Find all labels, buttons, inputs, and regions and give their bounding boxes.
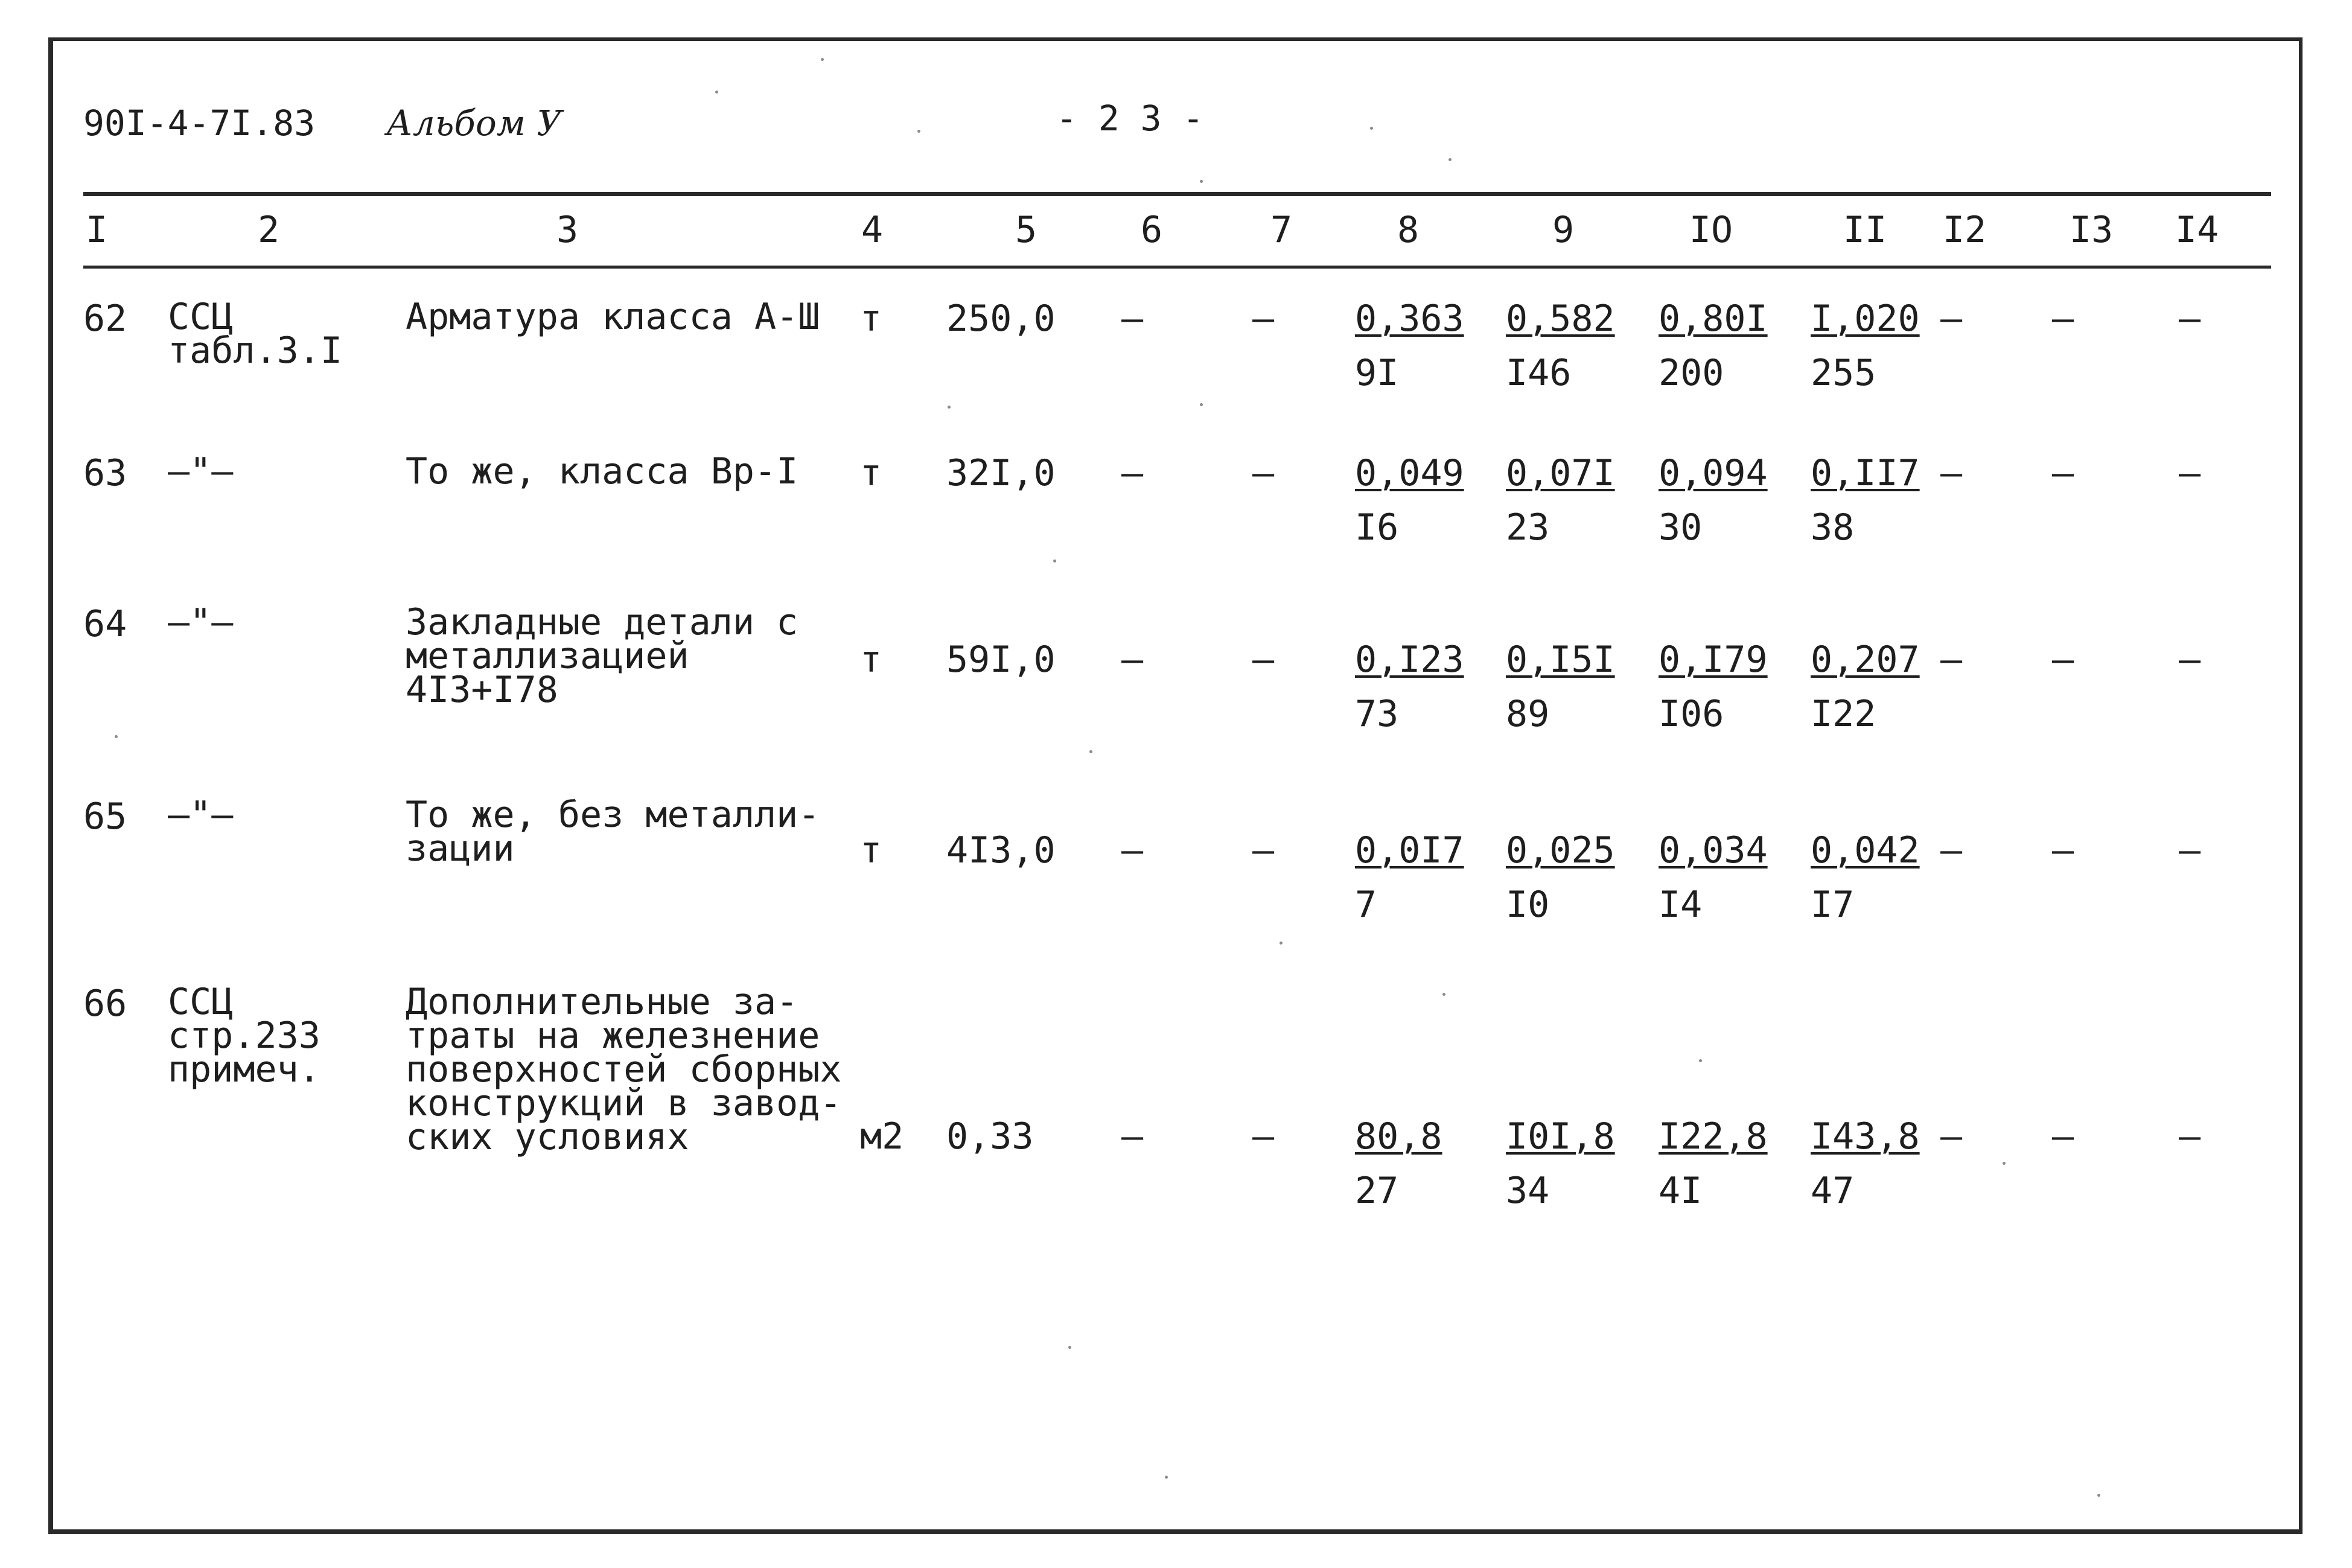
column-number: I <box>85 209 108 251</box>
row-price: 250,0 <box>946 298 1056 340</box>
row-col6: – <box>1121 639 1144 681</box>
row-value-col8: 0,049 I6 <box>1355 452 1464 549</box>
row-col13: – <box>2052 452 2074 494</box>
scan-speck <box>917 130 920 133</box>
row-col6: – <box>1121 298 1144 340</box>
row-unit: т <box>860 639 882 681</box>
row-value-col9: 0,I5I 89 <box>1506 639 1615 735</box>
scan-speck <box>1370 127 1373 130</box>
row-value-col10: 0,80I 200 <box>1659 298 1768 394</box>
row-col12: – <box>1940 1115 1963 1158</box>
row-price: 4I3,0 <box>946 829 1056 872</box>
scan-speck <box>715 91 718 94</box>
row-col7: – <box>1252 1115 1275 1158</box>
scan-speck <box>948 406 951 409</box>
row-col7: – <box>1252 639 1275 681</box>
column-number: 4 <box>861 209 884 251</box>
row-value-col9: 0,582 I46 <box>1506 298 1615 394</box>
scan-speck <box>1089 750 1092 753</box>
row-value-col9: I0I,8 34 <box>1506 1115 1615 1212</box>
row-value-col8: 0,363 9I <box>1355 298 1464 394</box>
row-col7: – <box>1252 298 1275 340</box>
scan-speck <box>2003 1162 2006 1165</box>
column-number: 8 <box>1397 209 1420 251</box>
row-col6: – <box>1121 829 1144 872</box>
header-top-rule <box>83 192 2271 196</box>
column-number: I2 <box>1942 209 1987 251</box>
column-number: 7 <box>1270 209 1293 251</box>
row-col6: – <box>1121 452 1144 494</box>
row-number: 64 <box>83 603 127 645</box>
row-value-col11: I43,8 47 <box>1811 1115 1920 1212</box>
row-col13: – <box>2052 1115 2074 1158</box>
row-value-col9: 0,025 I0 <box>1506 829 1615 926</box>
scan-speck <box>2097 1494 2100 1497</box>
row-reference: –"– <box>168 794 234 836</box>
column-number: 3 <box>556 209 579 251</box>
scan-speck <box>1442 993 1445 996</box>
row-value-col10: 0,I79 I06 <box>1659 639 1768 735</box>
row-value-col11: 0,207 I22 <box>1811 639 1920 735</box>
row-col14: – <box>2179 829 2201 872</box>
column-number: I3 <box>2069 209 2114 251</box>
row-number: 63 <box>83 452 127 494</box>
row-value-col10: 0,094 30 <box>1659 452 1768 549</box>
row-unit: м2 <box>860 1115 904 1158</box>
row-price: 59I,0 <box>946 639 1056 681</box>
row-col7: – <box>1252 829 1275 872</box>
row-col12: – <box>1940 452 1963 494</box>
scan-speck <box>1053 559 1056 563</box>
scan-speck <box>821 58 824 61</box>
scan-speck <box>1200 403 1203 406</box>
row-value-col8: 80,8 27 <box>1355 1115 1442 1212</box>
row-price: 0,33 <box>946 1115 1034 1158</box>
row-reference: –"– <box>168 450 234 492</box>
row-number: 66 <box>83 983 127 1025</box>
row-number: 65 <box>83 795 127 838</box>
row-description: То же, без металли- зации <box>406 794 820 870</box>
row-col14: – <box>2179 1115 2201 1158</box>
header-bottom-rule <box>83 266 2271 269</box>
row-col14: – <box>2179 639 2201 681</box>
row-description: Арматура класса А-Ш <box>406 296 820 338</box>
row-value-col9: 0,07I 23 <box>1506 452 1615 549</box>
scan-speck <box>1165 1476 1168 1479</box>
row-value-col10: I22,8 4I <box>1659 1115 1768 1212</box>
row-description: Дополнительные за- траты на железнение поверхностей сборных конструкций в завод- ских условиях <box>406 981 842 1158</box>
column-number: 2 <box>257 209 280 251</box>
row-col14: – <box>2179 452 2201 494</box>
scan-speck <box>115 735 118 738</box>
row-col13: – <box>2052 639 2074 681</box>
row-unit: т <box>860 829 882 872</box>
page-frame <box>48 37 2303 1534</box>
scan-speck <box>1068 1346 1071 1349</box>
row-value-col11: I,020 255 <box>1811 298 1920 394</box>
column-number: II <box>1843 209 1887 251</box>
column-number: IO <box>1689 209 1733 251</box>
row-reference: ССЦ стр.233 примеч. <box>168 981 320 1091</box>
column-number: I4 <box>2175 209 2219 251</box>
album-label: Альбом У <box>386 103 563 144</box>
column-number: 9 <box>1552 209 1575 251</box>
column-number: 6 <box>1140 209 1163 251</box>
row-description: То же, класса Вр-I <box>406 450 798 492</box>
document-code: 90I-4-7I.83 <box>83 103 316 144</box>
row-value-col8: 0,I23 73 <box>1355 639 1464 735</box>
row-number: 62 <box>83 298 127 340</box>
row-col6: – <box>1121 1115 1144 1158</box>
row-col14: – <box>2179 298 2201 340</box>
row-reference: ССЦ табл.3.I <box>168 296 342 372</box>
row-col7: – <box>1252 452 1275 494</box>
scan-speck <box>1280 942 1283 945</box>
row-value-col8: 0,0I7 7 <box>1355 829 1464 926</box>
scan-speck <box>1448 158 1452 161</box>
row-value-col11: 0,II7 38 <box>1811 452 1920 549</box>
row-col13: – <box>2052 298 2074 340</box>
row-price: 32I,0 <box>946 452 1056 494</box>
page-number: - 2 3 - <box>1056 98 1204 139</box>
row-col12: – <box>1940 298 1963 340</box>
scan-speck <box>1200 180 1203 183</box>
row-unit: т <box>860 452 882 494</box>
scan-speck <box>1699 1059 1702 1062</box>
row-col13: – <box>2052 829 2074 872</box>
column-number: 5 <box>1015 209 1037 251</box>
row-description: Закладные детали с металлизацией 4I3+I78 <box>406 601 798 711</box>
row-col12: – <box>1940 829 1963 872</box>
row-reference: –"– <box>168 601 234 643</box>
row-col12: – <box>1940 639 1963 681</box>
row-value-col11: 0,042 I7 <box>1811 829 1920 926</box>
row-value-col10: 0,034 I4 <box>1659 829 1768 926</box>
row-unit: т <box>860 298 882 340</box>
